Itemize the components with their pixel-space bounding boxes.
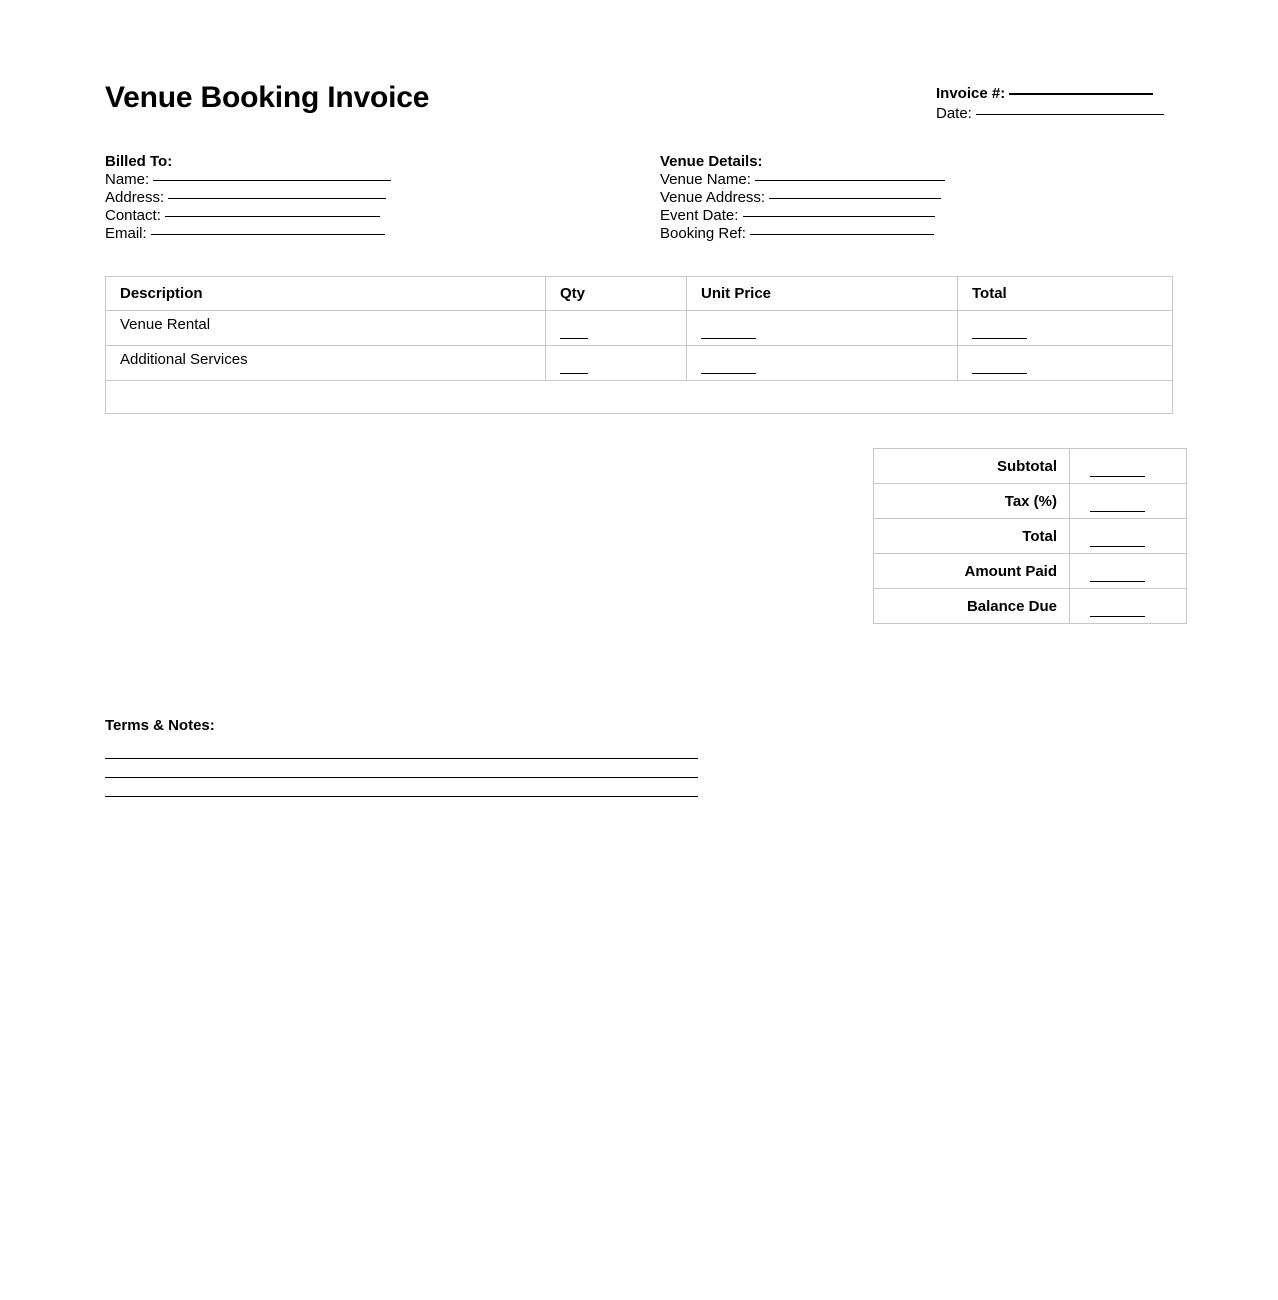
totals-value-total-field[interactable] [1090,546,1145,547]
item-total-field[interactable] [972,338,1027,339]
totals-value-total-cell[interactable] [1070,519,1187,554]
item-description: Venue Rental [106,311,546,346]
booking-ref-field[interactable] [750,234,934,235]
item-unit-price-field[interactable] [701,373,756,374]
terms-notes-line-1[interactable] [105,758,698,759]
item-qty-cell[interactable] [546,346,687,381]
billed-to-heading: Billed To: [105,153,173,170]
invoice-number-label: Invoice #: [936,85,1006,102]
invoice-meta [936,84,1172,124]
billed-to-address-field[interactable] [168,198,386,199]
terms-notes-line-3[interactable] [105,796,698,797]
page-title: Venue Booking Invoice [105,81,430,114]
venue-name-row [660,171,1180,189]
column-header-total: Total [958,277,1173,311]
totals-value-balance-due-field[interactable] [1090,616,1145,617]
billed-to-name-field[interactable] [153,180,391,181]
billed-to-name-label: Name: [105,171,150,188]
invoice-number-field[interactable] [1009,93,1153,95]
invoice-number-line [936,84,1172,104]
billed-to-contact-row [105,207,625,225]
billed-to-contact-label: Contact: [105,207,161,224]
column-header-unit-price: Unit Price [687,277,958,311]
item-total-cell[interactable] [958,346,1173,381]
invoice-date-field[interactable] [976,114,1164,115]
totals-table [873,448,1187,624]
venue-address-field[interactable] [769,198,941,199]
totals-value-amount-paid-field[interactable] [1090,581,1145,582]
totals-row-tax [874,484,1187,519]
venue-details-heading: Venue Details: [660,153,763,170]
totals-label-tax: Tax (%) [874,484,1070,519]
billed-to-address-label: Address: [105,189,165,206]
terms-notes-line-2[interactable] [105,777,698,778]
totals-value-balance-due-cell[interactable] [1070,589,1187,624]
line-items-table [105,276,1173,414]
item-total-field[interactable] [972,373,1027,374]
billed-to-name-row [105,171,625,189]
terms-notes-heading: Terms & Notes: [105,717,215,734]
item-unit-price-cell[interactable] [687,346,958,381]
billed-to-address-row [105,189,625,207]
item-qty-field[interactable] [560,373,588,374]
item-unit-price-cell[interactable] [687,311,958,346]
totals-label-amount-paid: Amount Paid [874,554,1070,589]
billed-to-email-label: Email: [105,225,147,242]
totals-value-amount-paid-cell[interactable] [1070,554,1187,589]
venue-address-row [660,189,1180,207]
table-row-empty [106,381,1173,414]
column-header-qty: Qty [546,277,687,311]
totals-value-subtotal-cell[interactable] [1070,449,1187,484]
venue-details-section [660,152,1180,243]
venue-name-field[interactable] [755,180,945,181]
totals-row-balance-due [874,589,1187,624]
totals-label-subtotal: Subtotal [874,449,1070,484]
venue-name-label: Venue Name: [660,171,751,188]
totals-row-amount-paid [874,554,1187,589]
table-row [106,311,1173,346]
event-date-label: Event Date: [660,207,739,224]
item-unit-price-field[interactable] [701,338,756,339]
item-description: Additional Services [106,346,546,381]
billed-to-email-field[interactable] [151,234,385,235]
event-date-field[interactable] [743,216,935,217]
billed-to-section [105,152,625,243]
venue-address-label: Venue Address: [660,189,766,206]
item-qty-field[interactable] [560,338,588,339]
item-blank-row-cell[interactable] [106,381,1173,414]
item-total-cell[interactable] [958,311,1173,346]
terms-notes-section [105,716,705,797]
table-row [106,346,1173,381]
billed-to-email-row [105,225,625,243]
booking-ref-label: Booking Ref: [660,225,746,242]
invoice-date-line [936,104,1172,124]
totals-value-tax-cell[interactable] [1070,484,1187,519]
totals-label-balance-due: Balance Due [874,589,1070,624]
event-date-row [660,207,1180,225]
booking-ref-row [660,225,1180,243]
totals-row-total [874,519,1187,554]
item-qty-cell[interactable] [546,311,687,346]
totals-value-tax-field[interactable] [1090,511,1145,512]
totals-label-total: Total [874,519,1070,554]
table-header-row [106,277,1173,311]
billed-to-contact-field[interactable] [165,216,380,217]
totals-value-subtotal-field[interactable] [1090,476,1145,477]
column-header-description: Description [106,277,546,311]
totals-row-subtotal [874,449,1187,484]
invoice-date-label: Date: [936,105,972,122]
